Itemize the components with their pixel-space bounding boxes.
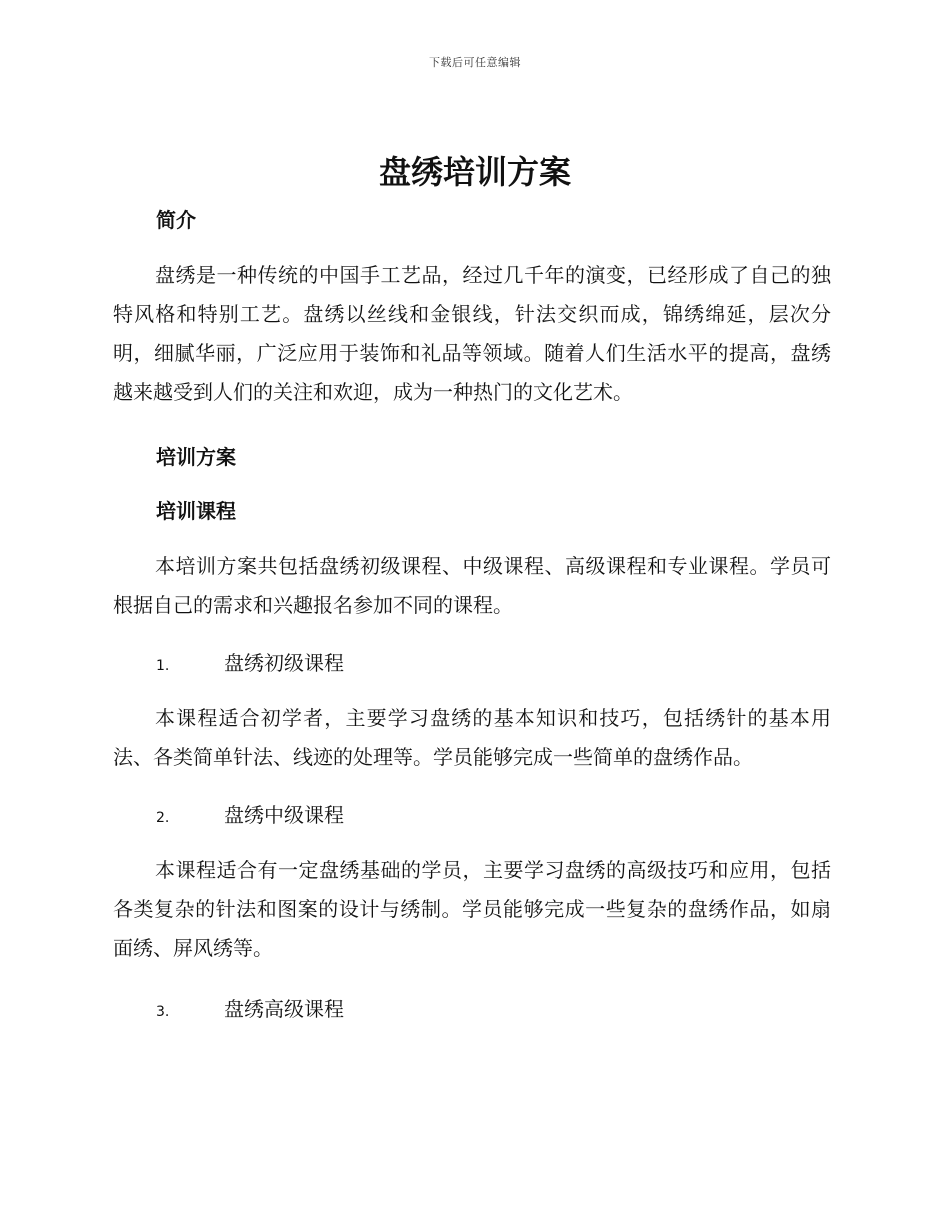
list-number: 3. xyxy=(156,1004,170,1020)
course-description: 本课程适合有一定盘绣基础的学员，主要学习盘绣的高级技巧和应用，包括各类复杂的针法和图案的设计与绣制。学员能够完成一些复杂的盘绣作品，如扇面绣、屏风绣等。 xyxy=(113,858,831,960)
course-list-item xyxy=(113,648,874,681)
intro-heading: 简介 xyxy=(156,208,196,232)
course-name: 盘绣中级课程 xyxy=(224,803,344,827)
header-note: 下载后可任意编辑 xyxy=(429,56,521,69)
plan-heading: 培训方案 xyxy=(156,445,236,469)
course-name: 盘绣高级课程 xyxy=(224,997,344,1021)
course-list-item xyxy=(113,800,874,833)
document-title: 盘绣培训方案 xyxy=(378,153,571,191)
course-description: 本课程适合初学者，主要学习盘绣的基本知识和技巧，包括绣针的基本用法、各类简单针法、线迹的处理等。学员能够完成一些简单的盘绣作品。 xyxy=(113,706,831,769)
intro-paragraph: 盘绣是一种传统的中国手工艺品，经过几千年的演变，已经形成了自己的独特风格和特别工艺。盘绣以丝线和金银线，针法交织而成，锦绣绵延，层次分明，细腻华丽，广泛应用于装饰和礼品等领域。随着人们生活水平的提高，盘绣越来越受到人们的关注和欢迎，成为一种热门的文化艺术。 xyxy=(113,263,831,404)
list-number: 1. xyxy=(156,658,170,674)
course-heading: 培训课程 xyxy=(156,499,236,523)
list-number: 2. xyxy=(156,810,170,826)
course-paragraph: 本培训方案共包括盘绣初级课程、中级课程、高级课程和专业课程。学员可根据自己的需求和兴趣报名参加不同的课程。 xyxy=(113,554,831,617)
course-list-item xyxy=(113,994,874,1027)
course-name: 盘绣初级课程 xyxy=(224,651,344,675)
